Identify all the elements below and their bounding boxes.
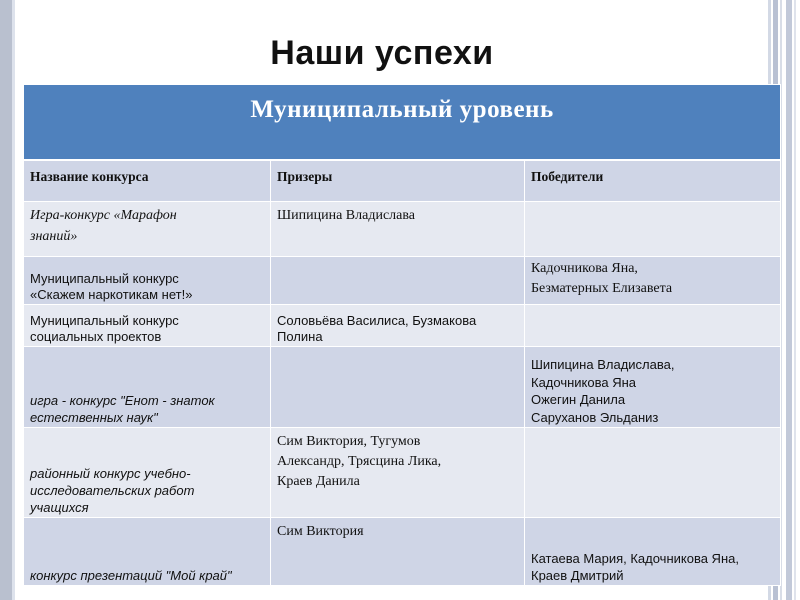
cell-text-line: естественных наук" [30, 410, 158, 425]
contest-cell [24, 428, 271, 518]
winners-cell [525, 257, 781, 305]
cell-text-line: социальных проектов [30, 329, 162, 344]
prizewinners-cell [271, 305, 525, 347]
contest-cell [24, 305, 271, 347]
cell-text-line: игра - конкурс "Енот - знаток [30, 393, 215, 408]
cell-text-line: Муниципальный конкурс [30, 313, 179, 328]
right-decor-bar [786, 0, 792, 600]
table-row [24, 305, 781, 347]
cell-text-line: Сим Виктория [277, 524, 364, 539]
contest-cell [24, 347, 271, 428]
prizewinners-cell [271, 257, 525, 305]
cell-text-line: исследовательских работ [30, 483, 195, 498]
level-header: Муниципальный уровень [24, 85, 781, 160]
slide-title: Наши успехи [270, 34, 494, 72]
cell-text-line: Безматерных Елизавета [531, 281, 673, 296]
table-row [24, 518, 781, 586]
winners-cell [525, 428, 781, 518]
contest-cell [24, 518, 271, 586]
cell-text-line: «Скажем наркотикам нет!» [30, 287, 193, 302]
cell-text-line: Игра-конкурс «Марафон [30, 208, 177, 223]
left-decor-bar-light [12, 0, 15, 600]
table-row [24, 257, 781, 305]
cell-text-line: Ожегин Данила [531, 392, 626, 407]
cell-text-line: Александр, Трясцина Лика, [277, 454, 442, 469]
winners-cell [525, 347, 781, 428]
cell-text-line: Полина [277, 329, 323, 344]
left-decor-bar [0, 0, 12, 600]
cell-text-line: Муниципальный конкурс [30, 271, 179, 286]
cell-text-line: Сим Виктория, Тугумов [277, 434, 421, 449]
cell-text-line: Краев Дмитрий [531, 568, 624, 583]
column-header-winners: Победители [525, 160, 781, 202]
contest-cell [24, 202, 271, 257]
column-header-contest: Название конкурса [24, 160, 271, 202]
winners-cell [525, 518, 781, 586]
cell-text-line: конкурс презентаций "Мой край" [30, 568, 232, 583]
cell-text-line: знаний» [30, 229, 78, 244]
right-decor-bar [794, 0, 796, 600]
cell-text-line: Соловьёва Василиса, Бузмакова [277, 313, 477, 328]
prizewinners-cell [271, 428, 525, 518]
winners-cell [525, 202, 781, 257]
cell-text-line: Катаева Мария, Кадочникова Яна, [531, 551, 739, 566]
prizewinners-cell [271, 202, 525, 257]
contest-cell [24, 257, 271, 305]
table-row [24, 202, 781, 257]
cell-text-line: Шипицина Владислава, [531, 357, 675, 372]
cell-text-line: Кадочникова Яна, [531, 261, 638, 276]
cell-text-line: Шипицина Владислава [277, 208, 415, 223]
winners-cell [525, 305, 781, 347]
cell-text-line: Кадочникова Яна [531, 374, 637, 390]
cell-text-line: учащихся [30, 500, 89, 515]
achievements-table [23, 84, 781, 586]
column-header-prizewinners: Призеры [271, 160, 525, 202]
table-row [24, 347, 781, 428]
prizewinners-cell [271, 518, 525, 586]
cell-text-line: Саруханов Эльданиз [531, 409, 659, 425]
prizewinners-cell [271, 347, 525, 428]
cell-text-line: районный конкурс учебно- [30, 466, 191, 481]
table-row [24, 428, 781, 518]
cell-text-line: Краев Данила [277, 474, 360, 489]
